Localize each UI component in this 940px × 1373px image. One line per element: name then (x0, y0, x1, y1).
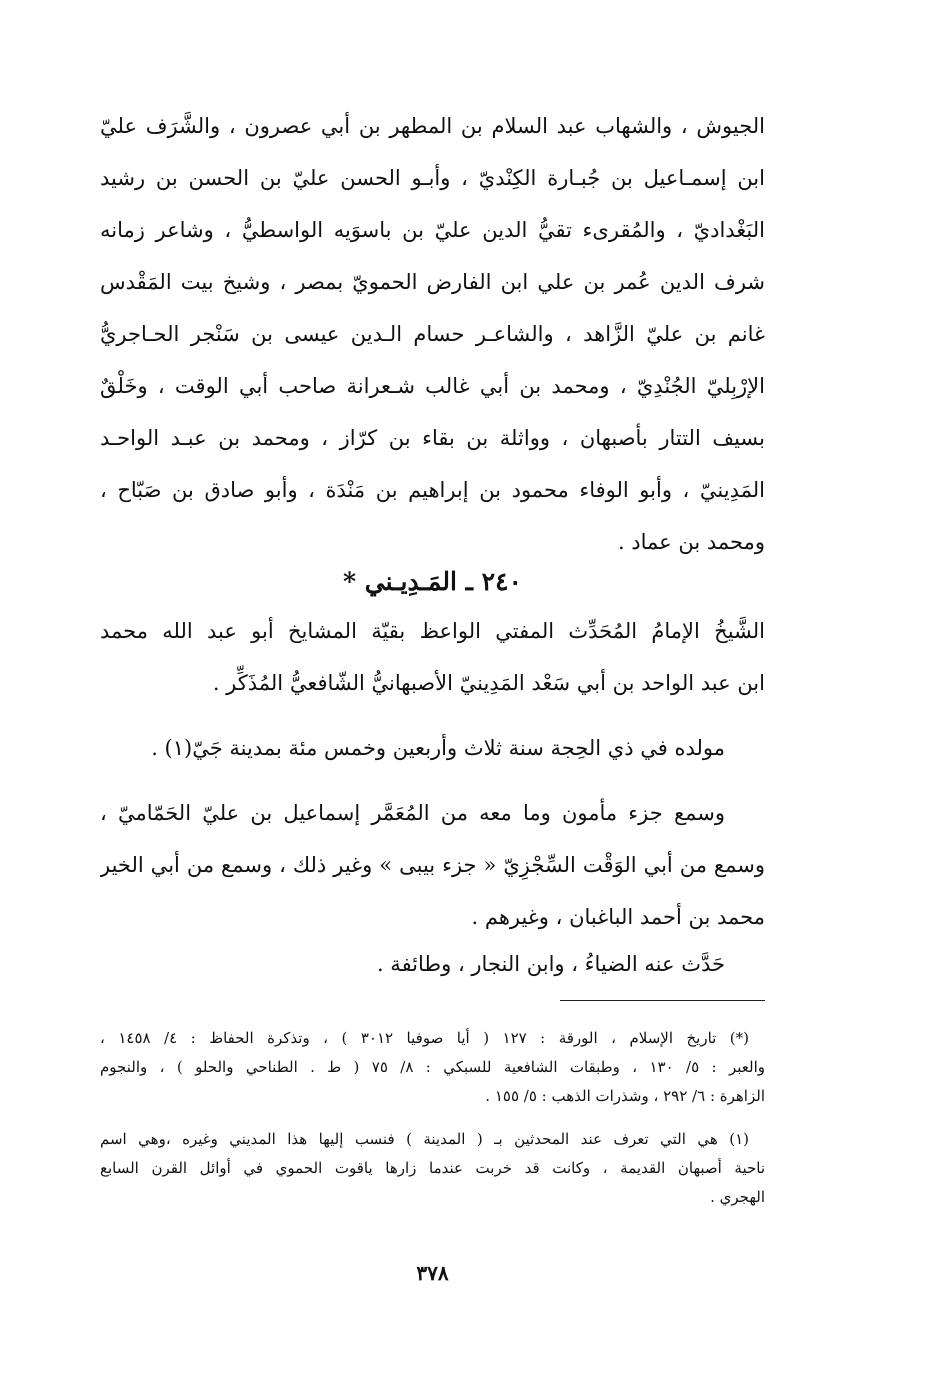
paragraph-name (100, 605, 765, 709)
footnote-sources (100, 1024, 765, 1111)
text-line: المَدِينيّ ، وأبو الوفاء محمود بن إبراهيم بن مَنْدَة ، وأبو صادق بن صَبّاح ، (100, 478, 765, 502)
text-line: مولده في ذي الحِجة سنة ثلاث وأربعين وخمس مئة بمدينة جَيّ(١) . (151, 736, 725, 760)
text-line: البَغْداديّ ، والمُقرىء تقيُّ الدين عليّ بن باسوَيه الواسطيُّ ، وشاعر زمانه (100, 218, 765, 242)
text-line: الشَّيخُ الإمامُ المُحَدِّث المفتي الواعظ بقيّة المشايخ أبو عبد الله محمد (100, 619, 765, 643)
text-line: ابن عبد الواحد بن أبي سَعْد المَدِينيّ الأصبهانيُّ الشّافعيُّ المُذَكِّر . (212, 671, 765, 695)
footnote-line: (*) تاريخ الإسلام ، الورقة : ١٢٧ ( أيا صوفيا ٣٠١٢ ) ، وتذكرة الحفاظ : ٤/ ١٤٥٨ ، (100, 1029, 750, 1047)
footnote-divider (560, 1000, 765, 1001)
text-line: ابن إسمـاعيل بن جُبـارة الكِنْديّ ، وأبـو الحسن عليّ بن الحسن بن رشيد (100, 166, 765, 190)
text-line: محمد بن أحمد الباغبان ، وغيرهم . (471, 905, 765, 929)
paragraph-narrators (100, 938, 765, 990)
text-line: ومحمد بن عماد . (617, 530, 765, 554)
text-line: حَدَّث عنه الضياءُ ، وابن النجار ، وطائفة . (376, 952, 725, 976)
text-line: شرف الدين عُمر بن علي ابن الفارض الحمويّ بمصر ، وشيخ بيت المَقْدس (100, 270, 765, 294)
text-line: الإرْبِليّ الجُنْدِيّ ، ومحمد بن أبي غالب شـعرانة صاحب أبي الوقت ، وخَلْقٌ (100, 374, 765, 398)
text-line: وسمع جزء مأمون وما معه من المُعَمَّر إسماعيل بن عليّ الحَمّاميّ ، (100, 801, 725, 825)
page-number: ٣٧٨ (416, 1261, 449, 1285)
paragraph-students-list (100, 100, 765, 568)
footnote-madina (100, 1125, 765, 1212)
footnote-line: الزاهرة : ٦/ ٢٩٢ ، وشذرات الذهب : ٥/ ١٥٥ . (485, 1087, 765, 1105)
text-line: بسيف التتار بأصبهان ، وواثلة بن بقاء بن كرّاز ، ومحمد بن عبـد الواحـد (100, 426, 765, 450)
text-line: وسمع من أبي الوَقْت السِّجْزِيّ « جزء بيبى » وغير ذلك ، وسمع من أبي الخير (100, 853, 765, 877)
footnote-line: (١) هي التي تعرف عند المحدثين بـ ( المدينة ) فنسب إليها هذا المديني وغيره ،وهي اسم (100, 1130, 749, 1148)
paragraph-birth (100, 722, 765, 774)
paragraph-hearing (100, 787, 765, 943)
book-page (100, 0, 765, 1373)
footnote-line: الهجري . (710, 1188, 765, 1206)
footnote-line: ناحية أصبهان القديمة ، وكانت قد خربت عندما زارها ياقوت الحموي في أوائل القرن السابع (100, 1159, 765, 1177)
text-line: غانم بن عليّ الزَّاهد ، والشاعـر حسام الـدين عيسى بن سَنْجر الحـاجريُّ (100, 322, 765, 346)
text-line: الجيوش ، والشهاب عبد السلام بن المطهر بن أبي عصرون ، والشَّرَف عليّ (100, 114, 765, 138)
entry-heading: ٢٤٠ ـ المَـدِيـني * (343, 567, 522, 596)
footnote-line: والعبر : ٥/ ١٣٠ ، وطبقات الشافعية للسبكي : ٨/ ٧٥ ( ط . الطناحي والحلو ) ، والنجوم (100, 1058, 765, 1076)
